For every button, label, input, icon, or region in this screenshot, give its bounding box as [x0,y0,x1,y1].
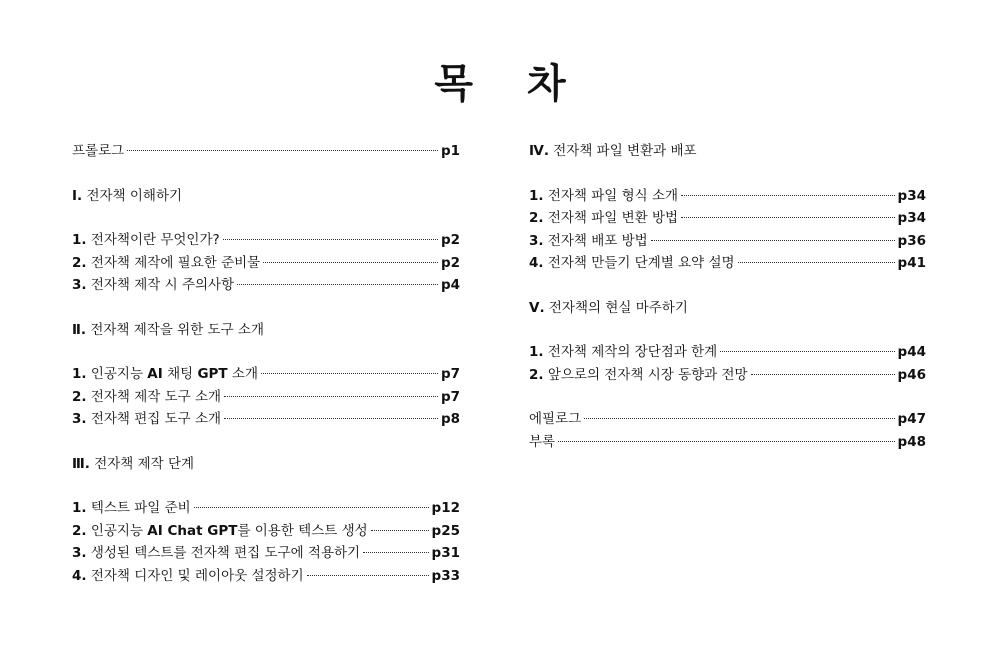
entry-number: 4. [529,255,544,271]
entry-page: p44 [897,344,926,360]
toc-entry-epilogue[interactable] [529,408,926,431]
entry-number: 1. [72,500,87,516]
entry-label: 전자책 배포 방법 [547,232,648,249]
entry-page: p31 [431,545,460,561]
dot-leader [194,507,429,508]
section-roman: Ⅴ. [529,299,545,316]
toc-entry[interactable] [72,497,460,520]
toc-entry-prologue[interactable] [72,140,460,163]
dot-leader [263,262,438,263]
entry-page: p33 [431,567,460,584]
entry-label: 전자책 파일 형식 소개 [547,187,679,204]
entry-number: 2. [72,254,87,271]
toc-right-column [529,140,926,453]
dot-leader [307,575,429,576]
entry-page: p8 [440,411,460,427]
entry-number: 1. [529,344,544,360]
section-title: 전자책 제작을 위한 도구 소개 [90,321,264,338]
dot-leader [738,262,895,263]
entry-page: p2 [440,254,460,271]
toc-entry[interactable] [72,274,460,297]
entry-number: 1. [529,187,544,204]
dot-leader [651,240,895,241]
entry-number: 2. [529,210,544,226]
toc-entry[interactable] [529,207,926,230]
entry-number: 1. [72,366,87,382]
entry-number: 2. [529,366,544,383]
entry-page: p2 [440,232,460,248]
toc-left-column [72,140,460,587]
entry-label: 프롤로그 [72,143,125,159]
entry-number: 2. [72,388,87,405]
entry-page: p4 [440,277,460,293]
toc-entry-appendix[interactable] [529,431,926,454]
dot-leader [127,150,438,151]
entry-label: 전자책 제작에 필요한 준비물 [90,254,261,271]
entry-label: 전자책 파일 변환 방법 [547,210,679,226]
entry-page: p47 [897,411,926,427]
dot-leader [224,418,438,419]
section-heading-3 [72,453,460,476]
entry-label: 부록 [529,433,556,450]
entry-page: p46 [897,366,926,383]
section-heading-4 [529,140,926,163]
toc-entry[interactable] [72,565,460,588]
toc-entry[interactable] [72,386,460,409]
toc-entry[interactable] [72,229,460,252]
section-roman: Ⅲ. [72,455,90,472]
section-roman: Ⅳ. [529,143,549,159]
toc-entry[interactable] [529,230,926,253]
section-heading-1 [72,185,460,208]
entry-label: 전자책 제작 도구 소개 [90,388,222,405]
toc-entry[interactable]: 1. 인공지능 AI 채팅 GPT 소개 p7 [72,363,460,386]
entry-page: p48 [897,433,926,450]
entry-label: 전자책 제작 시 주의사항 [90,277,235,293]
section-title: 전자책 파일 변환과 배포 [553,143,697,159]
section-title: 전자책 이해하기 [86,187,183,204]
section-heading-2 [72,319,460,342]
toc-entry[interactable] [72,408,460,431]
dot-leader [681,217,894,218]
section-roman: Ⅱ. [72,321,87,338]
entry-label: 전자책 디자인 및 레이아웃 설정하기 [90,567,304,584]
dot-leader [371,530,429,531]
entry-page: p34 [897,187,926,204]
entry-number: 3. [529,232,544,249]
toc-entry[interactable] [72,252,460,275]
dot-leader [363,552,428,553]
section-title: 전자책의 현실 마주하기 [548,299,688,316]
entry-label: 전자책이란 무엇인가? [90,232,220,248]
entry-number: 3. [72,545,87,561]
entry-number: 2. [72,522,87,539]
toc-entry[interactable] [529,364,926,387]
toc-entry[interactable] [529,341,926,364]
dot-leader [261,373,438,374]
toc-entry[interactable]: 2. 인공지능 AI Chat GPT를 이용한 텍스트 생성 p25 [72,520,460,543]
section-roman: Ⅰ. [72,187,83,204]
dot-leader [751,374,895,375]
dot-leader [720,351,894,352]
toc-entry[interactable] [529,252,926,275]
entry-label: 에필로그 [529,411,582,427]
entry-label: 앞으로의 전자책 시장 동향과 전망 [547,366,748,383]
dot-leader [224,396,438,397]
entry-page: p7 [440,388,460,405]
dot-leader [681,195,894,196]
entry-number: 3. [72,277,87,293]
toc-title: 목 차 [434,61,586,107]
entry-label: 전자책 편집 도구 소개 [90,411,222,427]
dot-leader [558,441,894,442]
section-title: 전자책 제작 단계 [94,455,195,472]
dot-leader [223,239,438,240]
dot-leader [237,284,438,285]
entry-number: 1. [72,232,87,248]
entry-label: 생성된 텍스트를 전자책 편집 도구에 적용하기 [90,545,361,561]
toc-entry[interactable] [529,185,926,208]
entry-page: p1 [440,143,460,159]
entry-number: 3. [72,411,87,427]
entry-label: 텍스트 파일 준비 [90,500,191,516]
entry-page: p12 [431,500,460,516]
entry-page: p41 [897,255,926,271]
entry-page: p36 [897,232,926,249]
entry-label: 전자책 제작의 장단점과 한계 [547,344,718,360]
entry-page: p34 [897,210,926,226]
entry-number: 4. [72,567,87,584]
entry-page: p7 [440,366,460,382]
entry-page: p25 [431,522,460,539]
section-heading-5 [529,297,926,320]
dot-leader [584,418,894,419]
entry-label: 전자책 만들기 단계별 요약 설명 [547,255,735,271]
toc-entry[interactable] [72,542,460,565]
